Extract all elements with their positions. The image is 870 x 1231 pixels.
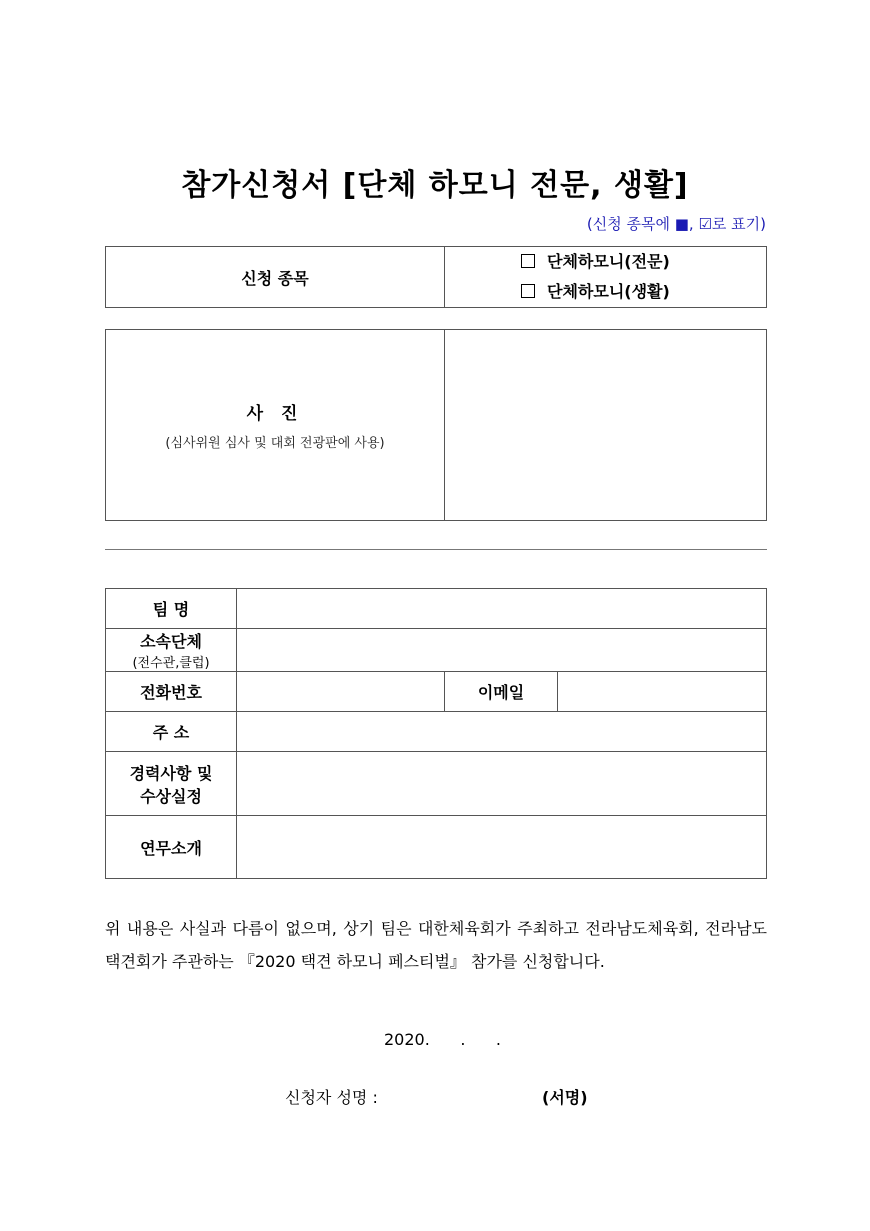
option-amateur[interactable] bbox=[521, 277, 766, 307]
marking-note: (신청 종목에 ■, ☑로 표기) bbox=[586, 215, 766, 233]
option-professional[interactable] bbox=[521, 247, 766, 277]
statement-paragraph: 위 내용은 사실과 다름이 없으며, 상기 팀은 대한체육회가 주최하고 전라남도체육회, 전라남도택견회가 주관하는 『2020 택견 하모니 페스티벌』 참가를 신청합니다. bbox=[105, 919, 767, 971]
team-info-table bbox=[105, 588, 767, 879]
date-line: 2020. . . bbox=[384, 1030, 502, 1049]
applicant-name-label: 신청자 성명 : bbox=[285, 1088, 378, 1107]
career-line-1: 경력사항 및 bbox=[129, 763, 213, 783]
signature-mark[interactable]: (서명) bbox=[542, 1088, 588, 1107]
phone-label: 전화번호 bbox=[106, 672, 237, 712]
phone-field[interactable] bbox=[237, 672, 445, 712]
performance-label: 연무소개 bbox=[106, 816, 237, 879]
option-label: 단체하모니(생활) bbox=[547, 282, 670, 301]
photo-table bbox=[105, 329, 767, 521]
checkbox-icon[interactable] bbox=[521, 284, 535, 298]
email-label: 이메일 bbox=[445, 672, 558, 712]
affiliation-field[interactable] bbox=[237, 629, 767, 672]
performance-field[interactable] bbox=[237, 816, 767, 879]
signature-line bbox=[285, 1085, 588, 1108]
application-category-table bbox=[105, 246, 767, 308]
address-label: 주 소 bbox=[106, 712, 237, 752]
category-label: 신청 종목 bbox=[106, 247, 445, 308]
email-field[interactable] bbox=[558, 672, 767, 712]
document-title: 참가신청서 [단체 하모니 전문, 생활] bbox=[181, 168, 689, 203]
photo-label-cell bbox=[106, 330, 445, 521]
photo-title: 사 진 bbox=[246, 404, 304, 424]
photo-note: (심사위원 심사 및 대회 전광판에 사용) bbox=[165, 436, 385, 451]
checkbox-icon[interactable] bbox=[521, 254, 535, 268]
option-label: 단체하모니(전문) bbox=[547, 252, 670, 271]
career-field[interactable] bbox=[237, 752, 767, 816]
career-label bbox=[106, 752, 237, 816]
affiliation-note: (전수관,클럽) bbox=[132, 656, 210, 671]
affiliation-label bbox=[106, 629, 237, 672]
category-choices bbox=[445, 247, 767, 308]
career-line-2: 수상실정 bbox=[140, 786, 202, 806]
address-field[interactable] bbox=[237, 712, 767, 752]
team-name-label: 팀 명 bbox=[106, 589, 237, 629]
team-name-field[interactable] bbox=[237, 589, 767, 629]
photo-area[interactable] bbox=[445, 330, 767, 521]
affiliation-title: 소속단체 bbox=[140, 632, 202, 651]
divider-line bbox=[105, 549, 767, 550]
